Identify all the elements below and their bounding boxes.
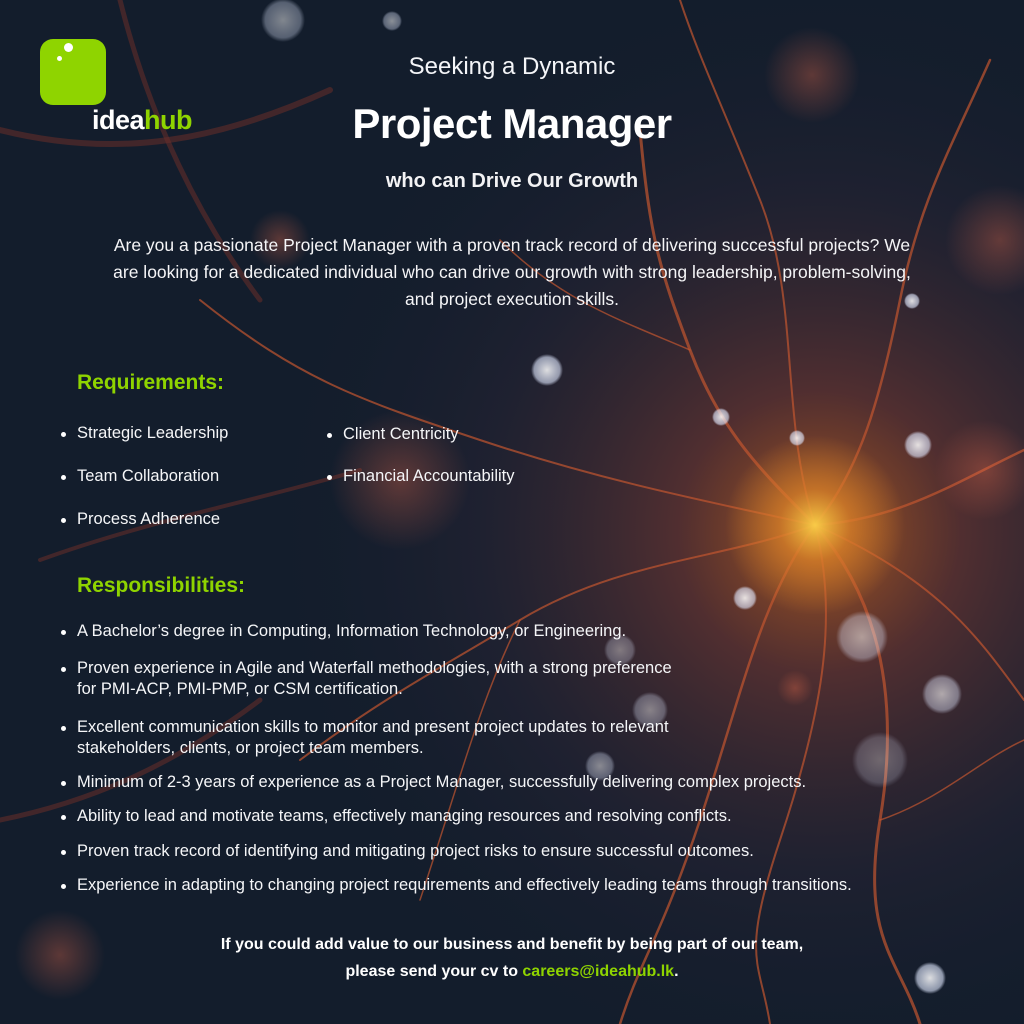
responsibility-line: stakeholders, clients, or project team members. bbox=[77, 739, 424, 757]
cta-suffix: . bbox=[674, 963, 679, 980]
responsibility-item: Ability to lead and motivate teams, effectively managing resources and resolving conflicts. bbox=[77, 807, 732, 825]
requirement-item: Team Collaboration bbox=[77, 467, 220, 485]
page-title: Project Manager bbox=[352, 100, 672, 147]
requirement-item: Financial Accountability bbox=[343, 467, 515, 485]
responsibility-line: for PMI-ACP, PMI-PMP, or CSM certification. bbox=[77, 680, 403, 698]
intro-paragraph: Are you a passionate Project Manager with a proven track record of delivering successful projects? We are looking for a dedicated individual who can drive our growth with strong leadership, problem-solving, and project execution skills. bbox=[113, 235, 911, 309]
responsibility-item: A Bachelor’s degree in Computing, Information Technology, or Engineering. bbox=[77, 622, 627, 640]
responsibility-item: Minimum of 2-3 years of experience as a Project Manager, successfully delivering complex projects. bbox=[77, 773, 807, 791]
cta-line-2 bbox=[0, 961, 1024, 983]
requirement-item: Client Centricity bbox=[343, 425, 459, 443]
responsibility-item bbox=[77, 658, 672, 700]
cta-line-1: If you could add value to our business and benefit by being part of our team, bbox=[220, 936, 804, 953]
logo-text-idea: idea bbox=[92, 105, 145, 135]
requirement-item: Strategic Leadership bbox=[77, 424, 229, 442]
responsibilities-heading: Responsibilities: bbox=[77, 574, 246, 597]
responsibility-line: Excellent communication skills to monitor and present project updates to relevant bbox=[77, 718, 669, 736]
logo-text-hub: hub bbox=[144, 105, 193, 135]
responsibility-line: Proven experience in Agile and Waterfall methodologies, with a strong preference bbox=[77, 659, 672, 677]
requirements-heading: Requirements: bbox=[77, 371, 225, 394]
responsibility-item bbox=[77, 717, 669, 759]
responsibility-item: Experience in adapting to changing project requirements and effectively leading teams through transitions. bbox=[77, 876, 852, 894]
page-subtitle: who can Drive Our Growth bbox=[385, 170, 639, 192]
email-link[interactable]: careers@ideahub.lk bbox=[522, 963, 675, 980]
responsibility-item: Proven track record of identifying and mitigating project risks to ensure successful outcomes. bbox=[77, 842, 754, 860]
cta-prefix: please send your cv to bbox=[345, 963, 523, 980]
requirement-item: Process Adherence bbox=[77, 510, 221, 528]
kicker-text: Seeking a Dynamic bbox=[408, 53, 616, 80]
